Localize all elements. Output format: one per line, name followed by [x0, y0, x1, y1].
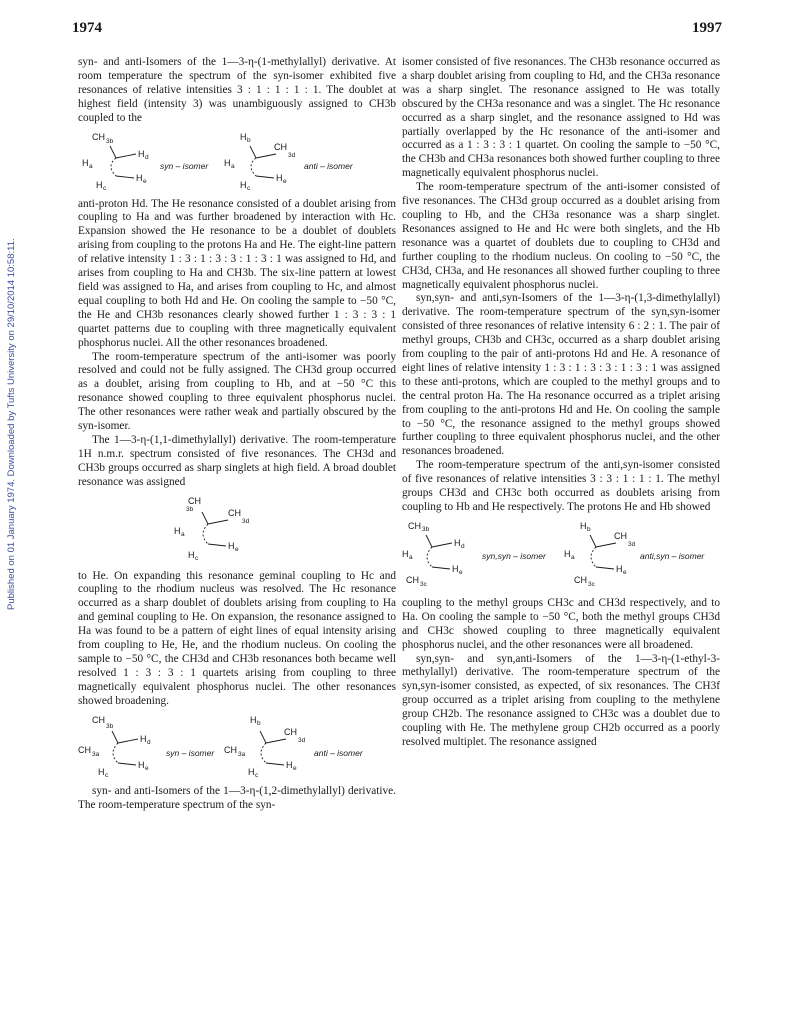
- paragraph: The room-temperature spectrum of the anti-isomer consisted of five resonances. The CH3d group occurred as a doublet arising from coupling to Hb, and the CH3a resonance was a sharp singlet. Resonances assigned to He and Hc were both singlets, and the Hb resonance was a quartet of doublets due to coupling to CH3d and further coupling to the rhodium nucleus. On cooling to −50 °C, the CH3d, CH3a, and He resonances all showed further coupling to three magnetically equivalent phosphorus nuclei.: [402, 181, 720, 291]
- svg-text:H: H: [138, 759, 145, 770]
- page-number-right: 1997: [692, 20, 722, 36]
- svg-text:c: c: [103, 184, 107, 192]
- syn-1-2-dimethylallyl-structure: [78, 715, 215, 779]
- svg-text:a: a: [571, 553, 575, 561]
- paragraph: The room-temperature spectrum of the anti-isomer was poorly resolved and could not be fully assigned. The CH3d group occurred as a doublet, arising from coupling to Hb, and at −50 °C this resonance showed coupling to three equivalent phosphorus nuclei. The other resonances were rather weak and partially obscured by the syn-isomer.: [78, 350, 396, 433]
- syn-syn-structure: [402, 521, 547, 588]
- svg-text:H: H: [188, 549, 195, 560]
- svg-text:CH: CH: [228, 507, 241, 518]
- svg-text:d: d: [461, 542, 465, 550]
- svg-text:c: c: [195, 554, 199, 562]
- svg-text:H: H: [402, 548, 409, 559]
- paragraph: isomer consisted of five resonances. The CH3b resonance occurred as a sharp doublet arising from coupling to Hd, and the CH3a resonance was a sharp singlet. The resonance assigned to He was totally obscured by the CH3a resonance and was a singlet. The Hc resonance occurred as a sharp singlet, and the resonance assigned to Hd was partially overlapped by the Hc resonance of the anti-isomer and occurred as a 1 : 3 : 3 : 1 quartet. On cooling the sample to −50 °C, the CH3b and CH3a resonances both showed further coupling to three magnetically equivalent phosphorus nuclei.: [402, 56, 720, 180]
- svg-text:H: H: [228, 540, 235, 551]
- svg-text:H: H: [82, 157, 89, 168]
- svg-text:c: c: [105, 771, 109, 779]
- svg-text:H: H: [452, 563, 459, 574]
- svg-text:e: e: [145, 764, 149, 772]
- anti-isomer-label: anti – isomer: [304, 160, 353, 171]
- svg-text:3b: 3b: [106, 722, 114, 730]
- download-watermark: [6, 170, 20, 610]
- svg-text:a: a: [409, 553, 413, 561]
- svg-text:d: d: [147, 738, 151, 746]
- svg-text:e: e: [235, 545, 239, 553]
- svg-text:3b: 3b: [106, 137, 114, 145]
- svg-text:CH: CH: [614, 530, 627, 541]
- svg-text:c: c: [247, 184, 251, 192]
- structure-methylallyl: [78, 130, 396, 192]
- svg-text:H: H: [454, 537, 461, 548]
- svg-text:H: H: [98, 766, 105, 777]
- paragraph: coupling to the methyl groups CH3c and CH3d respectively, and to Ha. On cooling the sample to −50 °C, both the methyl groups CH3d and CH3c showed coupling to three magnetically equivalent phosphorus nuclei, and the other resonances were all broadened.: [402, 596, 720, 651]
- svg-text:a: a: [181, 530, 185, 538]
- anti-1-2-dimethylallyl-structure: [224, 715, 364, 779]
- structure-1-2-dimethylallyl: [78, 713, 396, 779]
- anti-syn-isomer-label: anti,syn – isomer: [640, 550, 705, 561]
- svg-text:d: d: [145, 153, 149, 161]
- svg-text:H: H: [224, 157, 231, 168]
- svg-text:CH: CH: [408, 520, 421, 531]
- left-column: [78, 56, 396, 812]
- svg-text:3d: 3d: [242, 517, 250, 525]
- paragraph: to He. On expanding this resonance geminal coupling to Hc and coupling to the rhodium nucleus was resolved. The Hc resonance occurred as a sharp doublet of doublets arising from coupling to Ha and geminal coupling to He. On expansion, the resonance assigned to Ha was found to be a pattern of eight lines of equal intensity arising from coupling to He, He, and the rhodium nucleus. On cooling the sample to −50 °C, the CH3d and CH3b resonances both became well resolved 1 : 3 : 3 : 1 quartets arising from coupling to three magnetically equivalent phosphorus nuclei. The other resonances showed broadening.: [78, 569, 396, 707]
- anti-methylallyl-structure: [224, 132, 354, 192]
- svg-text:a: a: [89, 162, 93, 170]
- svg-text:CH: CH: [574, 574, 587, 585]
- svg-text:H: H: [276, 172, 283, 183]
- right-column: [402, 56, 720, 750]
- svg-text:3d: 3d: [628, 540, 636, 548]
- svg-text:H: H: [136, 172, 143, 183]
- svg-text:c: c: [255, 771, 259, 779]
- svg-text:e: e: [623, 568, 627, 576]
- structure-dimethylallyl: [78, 494, 396, 564]
- svg-text:CH: CH: [224, 744, 237, 755]
- paragraph: syn- and anti-Isomers of the 1—3-η-(1-methylallyl) derivative. At room temperature the spectrum of the syn-isomer exhibited five resonances of relative intensities 3 : 1 : 1 : 1 : 1. The doublet at highest field (intensity 3) was unambiguously assigned to CH3b coupled to the: [78, 56, 396, 124]
- paragraph: The 1—3-η-(1,1-dimethylallyl) derivative. The room-temperature 1H n.m.r. spectrum consisted of five resonances. The CH3d and CH3b groups occurred as sharp singlets at high field. A broad doublet resonance was assigned: [78, 433, 396, 488]
- svg-text:e: e: [459, 568, 463, 576]
- dimethylallyl-structure: [174, 496, 250, 562]
- svg-text:CH: CH: [92, 714, 105, 725]
- svg-text:3d: 3d: [288, 151, 296, 159]
- svg-text:3a: 3a: [92, 750, 100, 758]
- paragraph: anti-proton Hd. The He resonance consisted of a doublet arising from coupling to Ha and was further broadened by interaction with Hc. Expansion showed the He resonance to be a doublet of doublets arising from coupling to the protons Ha and He. The eight-line pattern of relative intensity 1 : 3 : 1 : 3 : 3 : 1 : 3 : 1 was assigned to Hd, and arises from coupling to Ha and CH3b. The six-line pattern at lowest field was assigned to Ha, and arises from coupling to Hc, and almost equal coupling to both Hd and He. On cooling the sample to −50 °C, the He and CH3b resonances clearly showed further 1 : 3 : 3 : 1 quartet patterns due to coupling with three magnetically equivalent phosphorus nuclei. All the other resonances broadened.: [78, 197, 396, 349]
- svg-text:H: H: [174, 525, 181, 536]
- svg-text:CH: CH: [78, 744, 91, 755]
- svg-text:e: e: [293, 764, 297, 772]
- svg-text:H: H: [616, 563, 623, 574]
- paragraph: syn,syn- and syn,anti-Isomers of the 1—3-η-(1-ethyl-3-methylallyl) derivative. The room-temperature spectrum of the syn,syn-isomer consisted, as expected, of six resonances. The CH3f group occurred as a triplet arising from coupling to the methylene group CH2b. The resonance assigned to CH3c was a doublet due to coupling with He. The methylene group CH2b occurred as a poorly resolved multiplet. The resonance assigned: [402, 652, 720, 748]
- anti-syn-structure: [564, 521, 705, 588]
- svg-text:b: b: [587, 525, 591, 533]
- svg-text:CH: CH: [92, 131, 105, 142]
- watermark-text: Published on 01 January 1974. Downloaded by Tufts University on 29/10/2014 10:58:11.: [6, 238, 17, 610]
- svg-text:H: H: [96, 179, 103, 190]
- svg-text:H: H: [580, 520, 587, 531]
- svg-text:H: H: [138, 148, 145, 159]
- svg-text:CH: CH: [274, 141, 287, 152]
- svg-text:H: H: [248, 766, 255, 777]
- paragraph: syn,syn- and anti,syn-Isomers of the 1—3-η-(1,3-dimethylallyl) derivative. The room-temperature spectrum of the syn,syn-isomer consisted of three resonances of relative intensity 6 : 2 : 1. The pair of methyl groups, CH3b and CH3c, occurred as a sharp doublet arising from coupling to the pair of anti-protons Hd and He. A resonance of eight lines of relative intensity 1 : 3 : 1 : 3 : 3 : 1 : 3 : 1 was assigned to these anti-protons, which are coupled to the methyl groups and to the central proton Ha. The Ha resonance occurred as a triplet arising from coupling to the anti-protons Hd and He. On cooling the sample to −50 °C, the resonance assigned to the methyl groups showed further coupling to three equivalent phosphorus nuclei, and the other resonances broadened.: [402, 292, 720, 458]
- syn-syn-isomer-label: syn,syn – isomer: [482, 550, 546, 561]
- svg-text:H: H: [140, 733, 147, 744]
- syn-methylallyl-structure: [82, 132, 209, 192]
- page-number-left: 1974: [72, 20, 102, 36]
- svg-text:3c: 3c: [420, 580, 427, 588]
- svg-text:b: b: [247, 136, 251, 144]
- svg-text:3d: 3d: [298, 736, 306, 744]
- paragraph: syn- and anti-Isomers of the 1—3-η-(1,2-dimethylallyl) derivative. The room-temperature spectrum of the syn-: [78, 784, 396, 811]
- svg-text:3c: 3c: [588, 580, 595, 588]
- svg-text:e: e: [283, 177, 287, 185]
- svg-text:b: b: [257, 719, 261, 727]
- svg-text:CH: CH: [406, 574, 419, 585]
- svg-text:H: H: [564, 548, 571, 559]
- svg-text:CH: CH: [188, 495, 201, 506]
- syn-isomer-label: syn – isomer: [166, 747, 215, 758]
- structure-1-3-dimethylallyl: [402, 519, 720, 591]
- svg-text:CH: CH: [284, 726, 297, 737]
- svg-text:H: H: [286, 759, 293, 770]
- svg-text:H: H: [240, 131, 247, 142]
- svg-text:3b: 3b: [186, 505, 194, 513]
- svg-text:3b: 3b: [422, 525, 430, 533]
- svg-text:H: H: [250, 714, 257, 725]
- paragraph: The room-temperature spectrum of the anti,syn-isomer consisted of five resonances of relative intensities 3 : 3 : 1 : 1 : 1. The methyl groups CH3d and CH3c both occurred as doublets arising from coupling to Hb and He respectively. The protons He and Hb showed: [402, 459, 720, 513]
- svg-text:3a: 3a: [238, 750, 246, 758]
- svg-text:H: H: [240, 179, 247, 190]
- svg-text:a: a: [231, 162, 235, 170]
- svg-text:e: e: [143, 177, 147, 185]
- syn-isomer-label: syn – isomer: [160, 160, 209, 171]
- page-header: [72, 20, 722, 44]
- anti-isomer-label: anti – isomer: [314, 747, 363, 758]
